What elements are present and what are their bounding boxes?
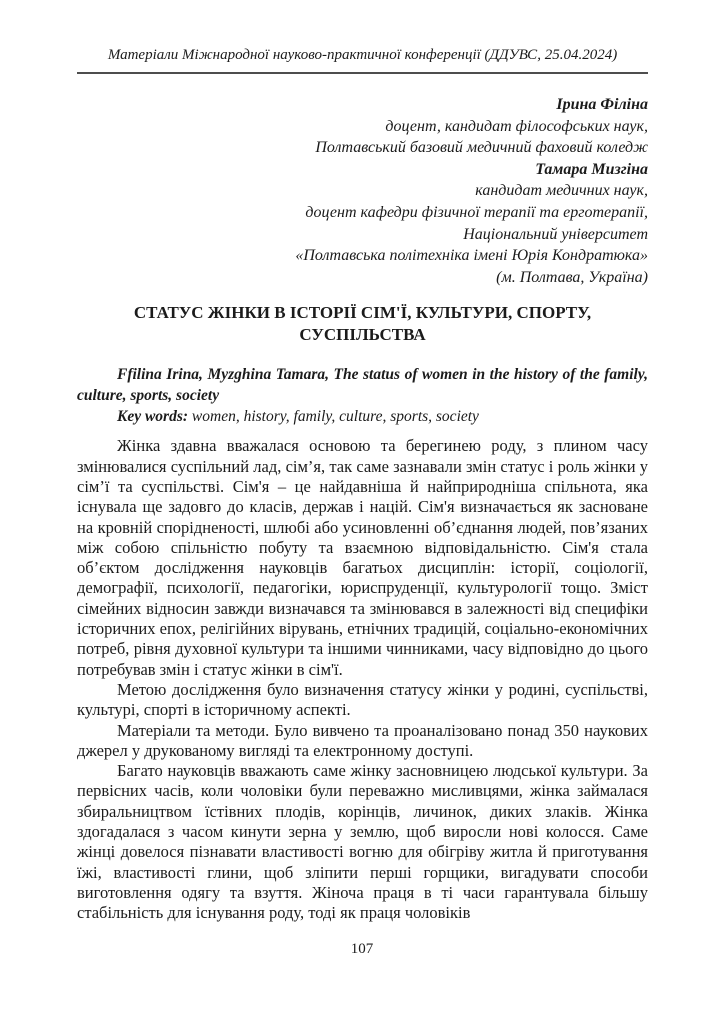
- article-title: СТАТУС ЖІНКИ В ІСТОРІЇ СІМ'Ї, КУЛЬТУРИ, СПОРТУ, СУСПІЛЬСТВА: [133, 303, 592, 345]
- body-paragraph: Жінка здавна вважалася основою та берегинею роду, з плином часу змінювалися суспільний лад, сім’я, так саме зазнавали змін статус і роль жінки у сім’ї та суспільстві. Сім'я – це найдавніша й найприродніша спільнота, яка існувала ще задовго до класів, держав і націй. Сім'я визначається як засноване на кровній спорідненості, шлюбі або усиновленні об’єднання людей, пов’язаних між собою спільністю побуту та взаємною відповідальністю. Сім'я стала об’єктом дослідження науковців багатьох дисциплін: історії, соціології, демографії, психології, педагогіки, юриспруденції, культурології тощо. Зміст сімейних відносин завжди визначався та змінювався в залежності від специфіки історичних епох, релігійних вірувань, етнічних традицій, соціально-економічних потреб, рівня духовної культури та іншими чинниками, часу відповідно до цього потребував змін і статус жінки в сім'ї.: [77, 436, 648, 679]
- author-role: доцент кафедри фізичної терапії та ерготерапії,: [305, 203, 648, 221]
- keywords-line: [77, 406, 648, 427]
- author-degree: кандидат медичних наук,: [475, 182, 648, 200]
- author-affiliation: «Полтавська політехніка імені Юрія Кондратюка»: [295, 247, 648, 265]
- article-body: [77, 436, 648, 923]
- page-number: 107: [350, 941, 374, 957]
- body-paragraph: Метою дослідження було визначення статусу жінки у родині, суспільстві, культурі, спорті в історичному аспекті.: [77, 679, 648, 720]
- author-name: Тамара Мизгіна: [535, 160, 648, 178]
- abstract-citation: Ffilina Irina, Myzghina Tamara, The status of women in the history of the family, culture, sports, society: [77, 366, 648, 405]
- author-name: Ірина Філіна: [556, 96, 648, 113]
- body-paragraph: Багато науковців вважають саме жінку засновницею людської культури. За первісних часів, коли чоловіки були переважно мисливцями, жінка займалася збиральництвом їстівних плодів, корінців, личинок, диких злаків. Жінка здогадалася з часом кинути зерна у землю, щоб виросли нові колосся. Саме жінці довелося пізнавати властивості вогню для обігріву житла й приготування їжі, властивості глини, щоб зліпити перші горщики, вигадувати способи виготовлення одягу та взуття. Жіноча праця в ті часи гарантувала більшу стабільність для існування роду, тоді як праця чоловіків: [77, 761, 648, 923]
- author-block: [77, 94, 648, 288]
- author-role: доцент, кандидат філософських наук,: [385, 117, 648, 135]
- body-paragraph: Матеріали та методи. Було вивчено та проаналізовано понад 350 наукових джерел у друкованому вигляді та електронному доступі.: [77, 720, 648, 760]
- author-affiliation: Полтавський базовий медичний фаховий коледж: [315, 139, 648, 157]
- author-affiliation: Національний університет: [463, 225, 648, 243]
- running-header: Матеріали Міжнародної науково-практичної конференції (ДДУВС, 25.04.2024): [77, 46, 648, 74]
- keywords-text: women, history, family, culture, sports, society: [188, 408, 479, 426]
- keywords-label: Key words:: [117, 408, 189, 426]
- author-location: (м. Полтава, Україна): [496, 268, 648, 286]
